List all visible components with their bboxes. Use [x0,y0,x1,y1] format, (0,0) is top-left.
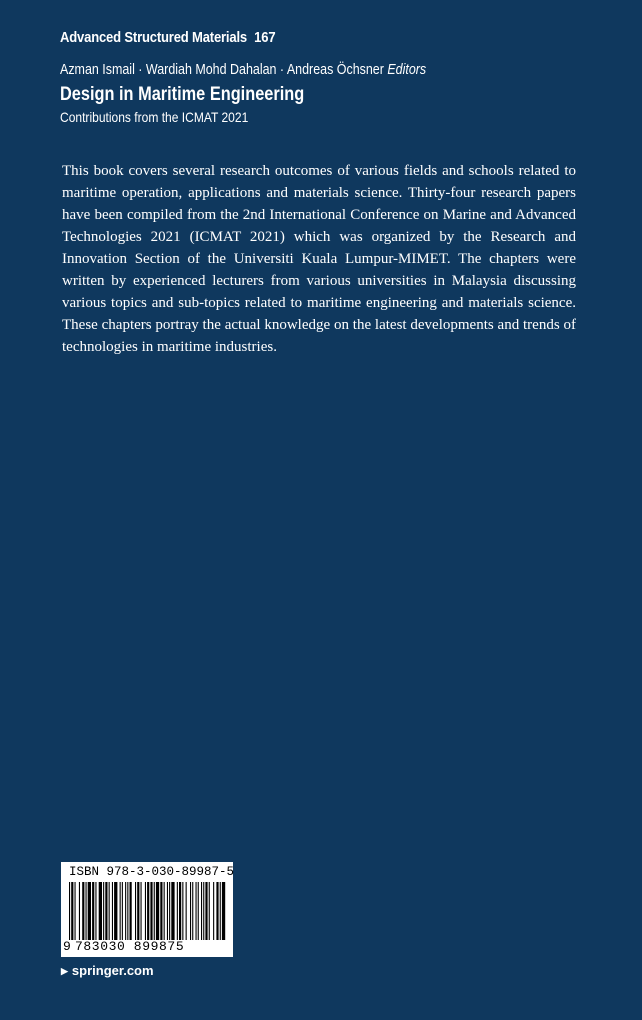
book-description: This book covers several research outcomes of various fields and schools related to maritime operation, applications and materials science. Thirty-four research papers have been compiled from the 2nd International Conference on Marine and Advanced Technologies 2021 (ICMAT 2021) which was organized by the Research and Innovation Section of the Universiti Kuala Lumpur-MIMET. The chapters were written by experienced lecturers from various universities in Malaysia discussing various topics and sub-topics related to maritime engineering and materials science. These chapters portray the actual knowledge on the latest developments and trends of technologies in maritime industries. [62,163,576,355]
publisher-link[interactable] [61,963,154,978]
series-volume: 167 [254,30,276,46]
ean-first-digit: 9 [63,939,71,954]
book-title: Design in Maritime Engineering [60,84,305,105]
isbn-label: ISBN 978-3-030-89987-5 [69,865,235,879]
book-subtitle: Contributions from the ICMAT 2021 [60,109,249,125]
arrow-right-icon: ▶ [61,966,68,976]
series-line [60,30,275,46]
editors-role: Editors [387,62,427,78]
publisher-url: springer.com [71,963,154,978]
series-name: Advanced Structured Materials [60,30,247,46]
editor-names: Azman Ismail · Wardiah Mohd Dahalan · Andreas Öchsner [60,62,384,78]
editors-line [60,62,426,78]
isbn-barcode-box [61,862,233,957]
ean-digits: 783030 899875 [75,939,185,954]
barcode-icon [65,882,229,940]
